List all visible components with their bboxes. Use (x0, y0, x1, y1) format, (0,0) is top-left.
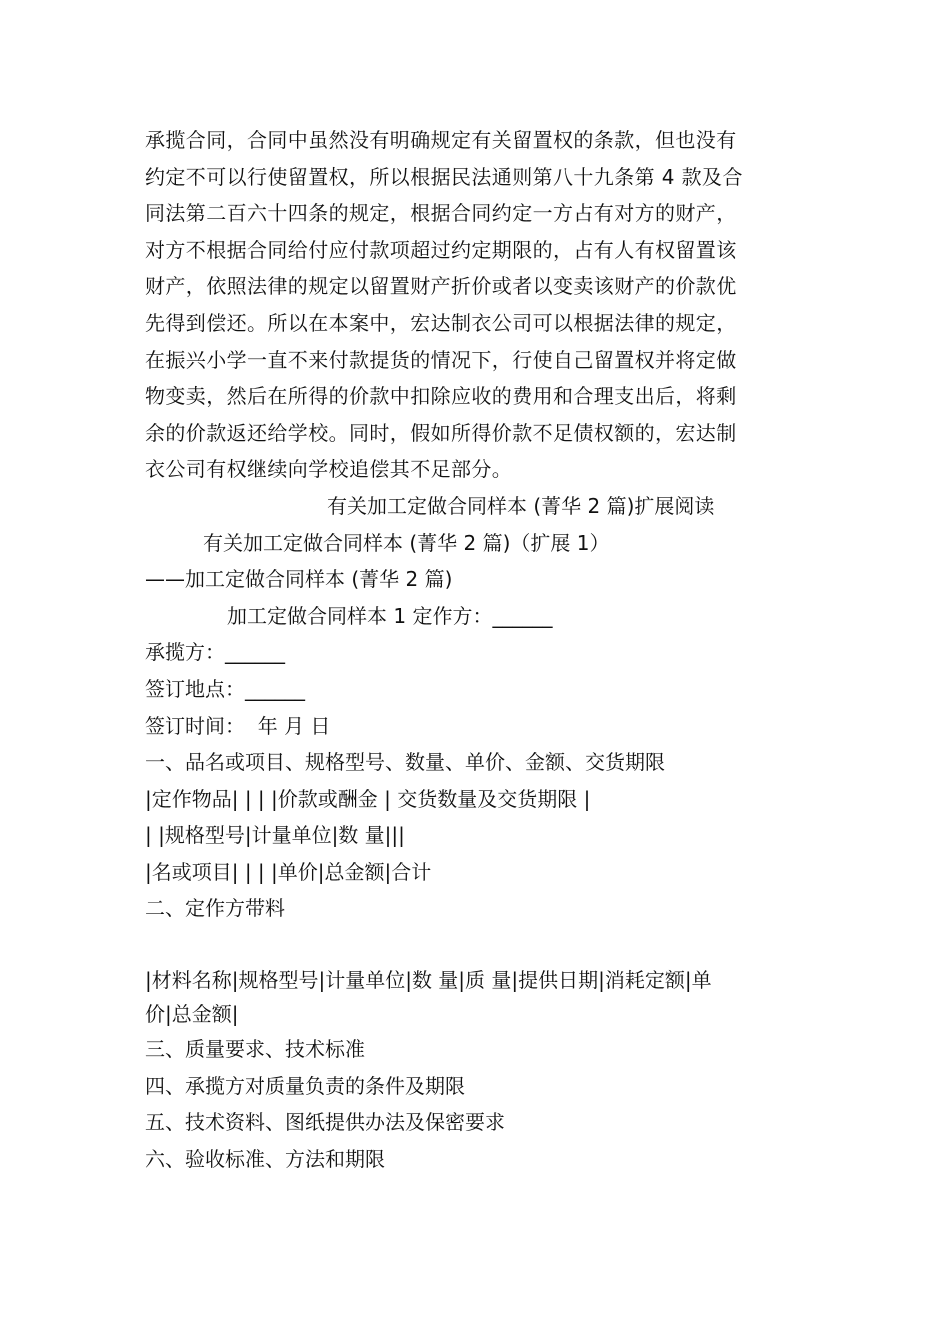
paragraph-line: 衣公司有权继续向学校追偿其不足部分。 (145, 457, 513, 482)
section-6-heading: 六、验收标准、方法和期限 (145, 1146, 385, 1171)
table-row-text: |定作物品| | | |价款或酬金 | 交货数量及交货期限 | (145, 786, 591, 811)
table-row-text: 价|总金额| (145, 1002, 239, 1027)
paragraph-line: 在振兴小学一直不来付款提货的情况下，行使自己留置权并将定做 (145, 347, 737, 372)
contractor-line: 承揽方：______ (145, 640, 285, 665)
section-2-heading: 二、定作方带料 (145, 896, 285, 921)
paragraph-line: 财产，依照法律的规定以留置财产折价或者以变卖该财产的价款优 (145, 274, 737, 299)
sample-title-line: 加工定做合同样本 1 定作方：______ (227, 603, 553, 628)
blank-line (145, 927, 810, 963)
section-1-heading: 一、品名或项目、规格型号、数量、单价、金额、交货期限 (145, 750, 665, 775)
paragraph-line: 同法第二百六十四条的规定，根据合同约定一方占有对方的财产， (145, 201, 737, 226)
paragraph-line: 对方不根据合同给付应付款项超过约定期限的，占有人有权留置该 (145, 237, 737, 262)
paragraph-line: 先得到偿还。所以在本案中，宏达制衣公司可以根据法律的规定， (145, 310, 737, 335)
table-row-text: | |规格型号|计量单位|数 量||| (145, 823, 405, 848)
section-5-heading: 五、技术资料、图纸提供办法及保密要求 (145, 1110, 505, 1135)
section-4-heading: 四、承揽方对质量负责的条件及期限 (145, 1073, 465, 1098)
document-body (145, 122, 810, 1177)
section-3-heading: 三、质量要求、技术标准 (145, 1037, 365, 1062)
paragraph-line: 约定不可以行使留置权，所以根据民法通则第八十九条第 4 款及合 (145, 164, 743, 189)
sign-time-line: 签订时间： 年 月 日 (145, 713, 331, 738)
paragraph-line: 承揽合同，合同中虽然没有明确规定有关留置权的条款，但也没有 (145, 128, 737, 152)
sign-place-line: 签订地点：______ (145, 676, 305, 701)
extension-subheading: 有关加工定做合同样本 (菁华 2 篇)（扩展 1） (203, 530, 610, 555)
table-row-text: |名或项目| | | |单价|总金额|合计 (145, 859, 432, 884)
paragraph-line: 余的价款返还给学校。同时，假如所得价款不足债权额的，宏达制 (145, 420, 737, 445)
table-row-text: |材料名称|规格型号|计量单位|数 量|质 量|提供日期|消耗定额|单 (145, 968, 712, 993)
extended-reading-heading: 有关加工定做合同样本 (菁华 2 篇)扩展阅读 (327, 493, 715, 518)
paragraph-line: 物变卖，然后在所得的价款中扣除应收的费用和合理支出后，将剩 (145, 384, 737, 409)
dash-heading: ——加工定做合同样本 (菁华 2 篇) (145, 567, 453, 592)
